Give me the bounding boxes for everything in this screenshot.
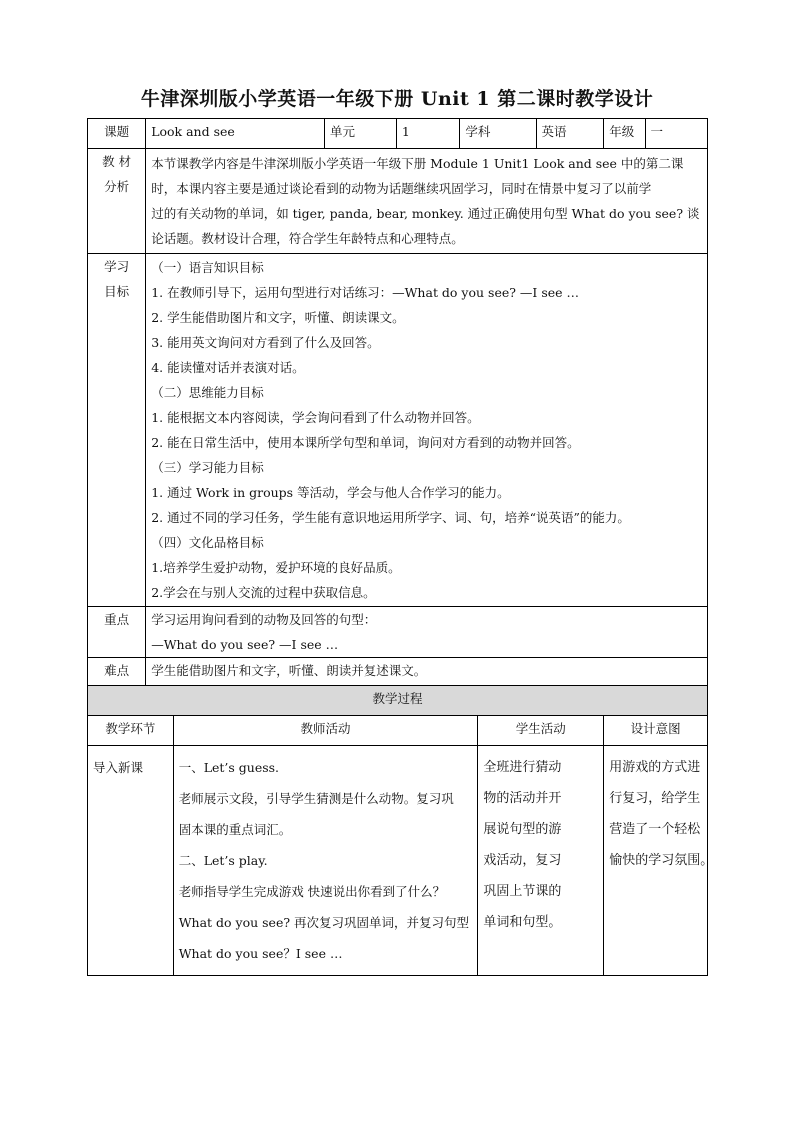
col-student-header: 学生活动 [478,716,604,746]
student-activity-cell: 全班进行猜动 物的活动并开 展说句型的游 戏活动，复习 巩固上节课的 单词和句型。 [478,746,604,976]
objectives-row [88,254,708,607]
key-points-content: 学习运用询问看到的动物及回答的句型： —What do you see? —I see … [146,607,708,658]
objective-item: 2. 能在日常生活中，使用本课所学句型和单词，询问对方看到的动物并回答。 [151,435,580,450]
analysis-label: 教 材 分析 [88,149,146,254]
grade-value: 一 [645,119,707,149]
process-header-row [88,716,708,746]
analysis-row [88,149,708,254]
stage-cell: 导入新课 [88,746,174,976]
objective-item: 1.培养学生爱护动物，爱护环境的良好品质。 [151,560,401,575]
analysis-line: 本节课教学内容是牛津深圳版小学英语一年级下册 Module 1 Unit1 Look and see 中的第二课 [151,156,684,171]
unit-label: 单元 [324,119,396,149]
difficulties-row [88,658,708,686]
grade-label: 年级 [604,119,645,149]
objective-heading: （二）思维能力目标 [151,385,264,400]
analysis-line: 论话题。教材设计合理，符合学生年龄特点和心理特点。 [151,231,464,246]
subject-value: 英语 [536,119,604,149]
process-title-row [88,686,708,716]
objective-heading: （三）学习能力目标 [151,460,264,475]
difficulties-content: 学生能借助图片和文字，听懂、朗读并复述课文。 [146,658,708,686]
objective-item: 1. 在教师引导下，运用句型进行对话练习：—What do you see? —I see … [151,285,580,300]
objective-heading: （四）文化品格目标 [151,535,264,550]
design-intent-cell: 用游戏的方式进 行复习，给学生 营造了一个轻松 愉快的学习氛围。 [604,746,708,976]
objective-item: 1. 能根据文本内容阅读，学会询问看到了什么动物并回答。 [151,410,480,425]
col-intent-header: 设计意图 [604,716,708,746]
key-points-row [88,607,708,658]
objectives-content [146,254,708,607]
topic-value: Look and see [146,119,325,149]
process-title: 教学过程 [88,686,708,716]
difficulties-label: 难点 [88,658,146,686]
col-teacher-header: 教师活动 [173,716,478,746]
objective-item: 2. 学生能借助图片和文字，听懂、朗读课文。 [151,310,405,325]
lesson-plan-table [87,118,714,976]
col-stage-header: 教学环节 [88,716,174,746]
unit-value: 1 [396,119,459,149]
topic-label: 课题 [88,119,146,149]
objective-item: 2. 通过不同的学习任务，学生能有意识地运用所学字、词、句，培养“说英语”的能力。 [151,510,630,525]
analysis-content [146,149,708,254]
teacher-activity-cell: 一、Let’s guess. 老师展示文段，引导学生猜测是什么动物。复习巩 固本课的重点词汇。 二、Let’s play. 老师指导学生完成游戏 快速说出你看到了什么？ What do you see? 再次复习巩固单词，并复习句型 What do you see？I see … [173,746,478,976]
subject-label: 学科 [460,119,536,149]
objective-item: 2.学会在与别人交流的过程中获取信息。 [151,585,376,600]
objective-item: 1. 通过 Work in groups 等活动，学会与他人合作学习的能力。 [151,485,510,500]
objectives-label: 学习 目标 [88,254,146,607]
objective-heading: （一）语言知识目标 [151,260,264,275]
objective-item: 4. 能读懂对话并表演对话。 [151,360,305,375]
header-row [88,119,708,149]
objective-item: 3. 能用英文询问对方看到了什么及回答。 [151,335,380,350]
document-title: 牛津深圳版小学英语一年级下册 Unit 1 第二课时教学设计 [140,88,654,110]
analysis-line: 时，本课内容主要是通过谈论看到的动物为话题继续巩固学习，同时在情景中复习了以前学 [151,181,652,196]
key-points-label: 重点 [88,607,146,658]
process-row [88,746,708,976]
analysis-line: 过的有关动物的单词，如 tiger, panda, bear, monkey. 通过正确使用句型 What do you see? 谈 [151,206,700,221]
